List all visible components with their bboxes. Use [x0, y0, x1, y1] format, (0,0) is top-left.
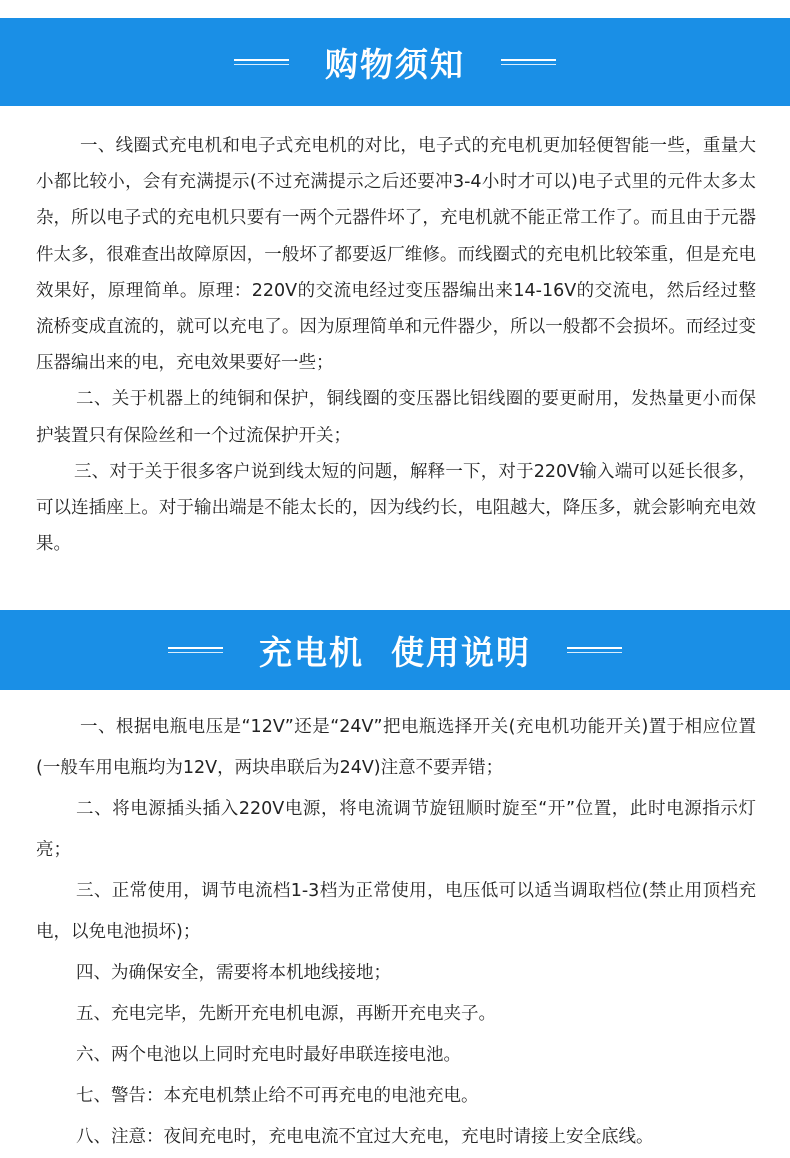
decorative-lines-right [567, 647, 622, 653]
section-title-instructions: 充电机 使用说明 [259, 632, 531, 672]
instruction-item-6: 六、两个电池以上同时充电时最好串联连接电池。 [76, 1045, 461, 1065]
instruction-item-8: 八、注意：夜间充电时，充电电流不宜过大充电，充电时请接上安全底线。 [76, 1127, 654, 1147]
instruction-item-5: 五、充电完毕，先断开充电机电源，再断开充电夹子。 [76, 1004, 496, 1024]
section-banner-shopping-notice [0, 18, 790, 106]
instruction-item-4: 四、为确保安全，需要将本机地线接地； [76, 963, 391, 983]
decorative-lines-left [168, 647, 223, 653]
notice-paragraph-2: 二、关于机器上的纯铜和保护，铜线圈的变压器比铝线圈的要更耐用，发热量更小而保护装置只有保险丝和一个过流保护开关； [36, 389, 756, 446]
instruction-item-3: 三、正常使用，调节电流档1-3档为正常使用，电压低可以适当调取档位(禁止用顶档充电，以免电池损坏)； [36, 881, 756, 942]
shopping-notice-content [36, 128, 756, 562]
instruction-item-1: 一、根据电瓶电压是“12V”还是“24V”把电瓶选择开关(充电机功能开关)置于相应位置(一般车用电瓶均为12V，两块串联后为24V)注意不要弄错； [36, 717, 756, 778]
instruction-item-7: 七、警告：本充电机禁止给不可再充电的电池充电。 [76, 1086, 479, 1106]
notice-paragraph-1: 一、线圈式充电机和电子式充电机的对比，电子式的充电机更加轻便智能一些，重量大小都比较小，会有充满提示(不过充满提示之后还要冲3-4小时才可以)电子式里的元件太多太杂，所以电子式的充电机只要有一两个元器件坏了，充电机就不能正常工作了。而且由于元器件太多，很难查出故障原因，一般坏了都要返厂维修。而线圈式的充电机比较笨重，但是充电效果好，原理简单。原理：220V的交流电经过变压器编出来14-16V的交流电，然后经过整流桥变成直流的，就可以充电了。因为原理简单和元件器少，所以一般都不会损坏。而经过变压器编出来的电，充电效果要好一些； [36, 136, 756, 374]
decorative-lines-left [234, 59, 289, 65]
decorative-lines-right [501, 59, 556, 65]
instruction-item-2: 二、将电源插头插入220V电源，将电流调节旋钮顺时旋至“开”位置，此时电源指示灯亮； [36, 799, 756, 860]
top-margin [0, 0, 790, 18]
section-title-shopping-notice: 购物须知 [325, 44, 465, 84]
notice-paragraph-3: 三、对于关于很多客户说到线太短的问题，解释一下，对于220V输入端可以延长很多，可以连插座上。对于输出端是不能太长的，因为线约长，电阻越大，降压多，就会影响充电效果。 [36, 461, 756, 555]
instructions-content [36, 707, 756, 1158]
section-banner-instructions [0, 610, 790, 690]
